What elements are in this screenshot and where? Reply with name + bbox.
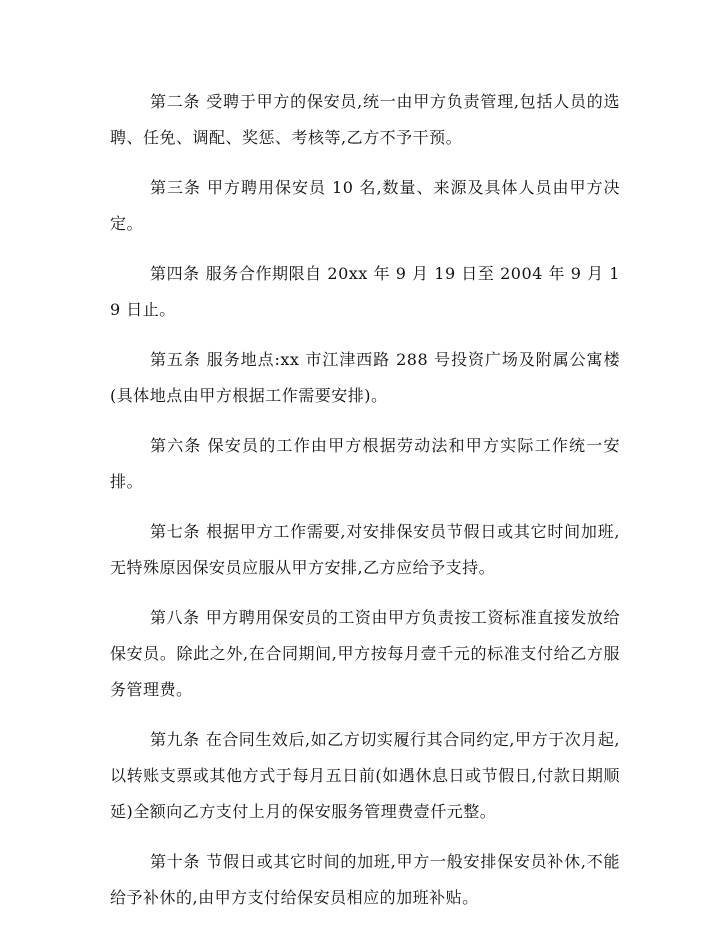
clause-text: 根据甲方工作需要,对安排保安员节假日或其它时间加班,无特殊原因保安员应服从甲方安排,乙方应给予支持。 — [110, 522, 620, 577]
clause-text: 服务地点:xx 市江津西路 288 号投资广场及附属公寓楼(具体地点由甲方根据工作需要安排)。 — [110, 350, 620, 405]
clause-text: 受聘于甲方的保安员,统一由甲方负责管理,包括人员的选聘、任免、调配、奖惩、考核等,乙方不予干预。 — [110, 92, 620, 147]
clause-3 — [110, 170, 620, 242]
clause-number: 第六条 — [150, 436, 202, 455]
clause-text: 甲方聘用保安员的工资由甲方负责按工资标准直接发放给保安员。除此之外,在合同期间,甲方按每月壹千元的标准支付给乙方服务管理费。 — [110, 608, 620, 699]
clause-8 — [110, 600, 620, 708]
document-page — [110, 84, 620, 930]
clause-4 — [110, 256, 620, 328]
clause-2 — [110, 84, 620, 156]
clause-10 — [110, 844, 620, 916]
clause-number: 第二条 — [150, 92, 201, 111]
clause-number: 第三条 — [150, 178, 201, 197]
clause-number: 第四条 — [150, 264, 200, 283]
clause-text: 保安员的工作由甲方根据劳动法和甲方实际工作统一安排。 — [110, 436, 620, 491]
clause-number: 第五条 — [150, 350, 201, 369]
clause-number: 第八条 — [150, 608, 200, 627]
clause-7 — [110, 514, 620, 586]
clause-6 — [110, 428, 620, 500]
clause-number: 第十条 — [150, 852, 201, 871]
clause-text: 甲方聘用保安员 10 名,数量、来源及具体人员由甲方决定。 — [110, 178, 620, 233]
clause-text: 节假日或其它时间的加班,甲方一般安排保安员补休,不能给予补休的,由甲方支付给保安员相应的加班补贴。 — [110, 852, 620, 907]
clause-text: 在合同生效后,如乙方切实履行其合同约定,甲方于次月起,以转账支票或其他方式于每月五日前(如遇休息日或节假日,付款日期顺延)全额向乙方支付上月的保安服务管理费壹仟元整。 — [110, 730, 620, 821]
clause-text: 服务合作期限自 20xx 年 9 月 19 日至 2004 年 9 月 19 日止。 — [110, 264, 620, 319]
clause-9 — [110, 722, 620, 830]
clause-number: 第七条 — [150, 522, 201, 541]
clause-5 — [110, 342, 620, 414]
clause-number: 第九条 — [150, 730, 200, 749]
